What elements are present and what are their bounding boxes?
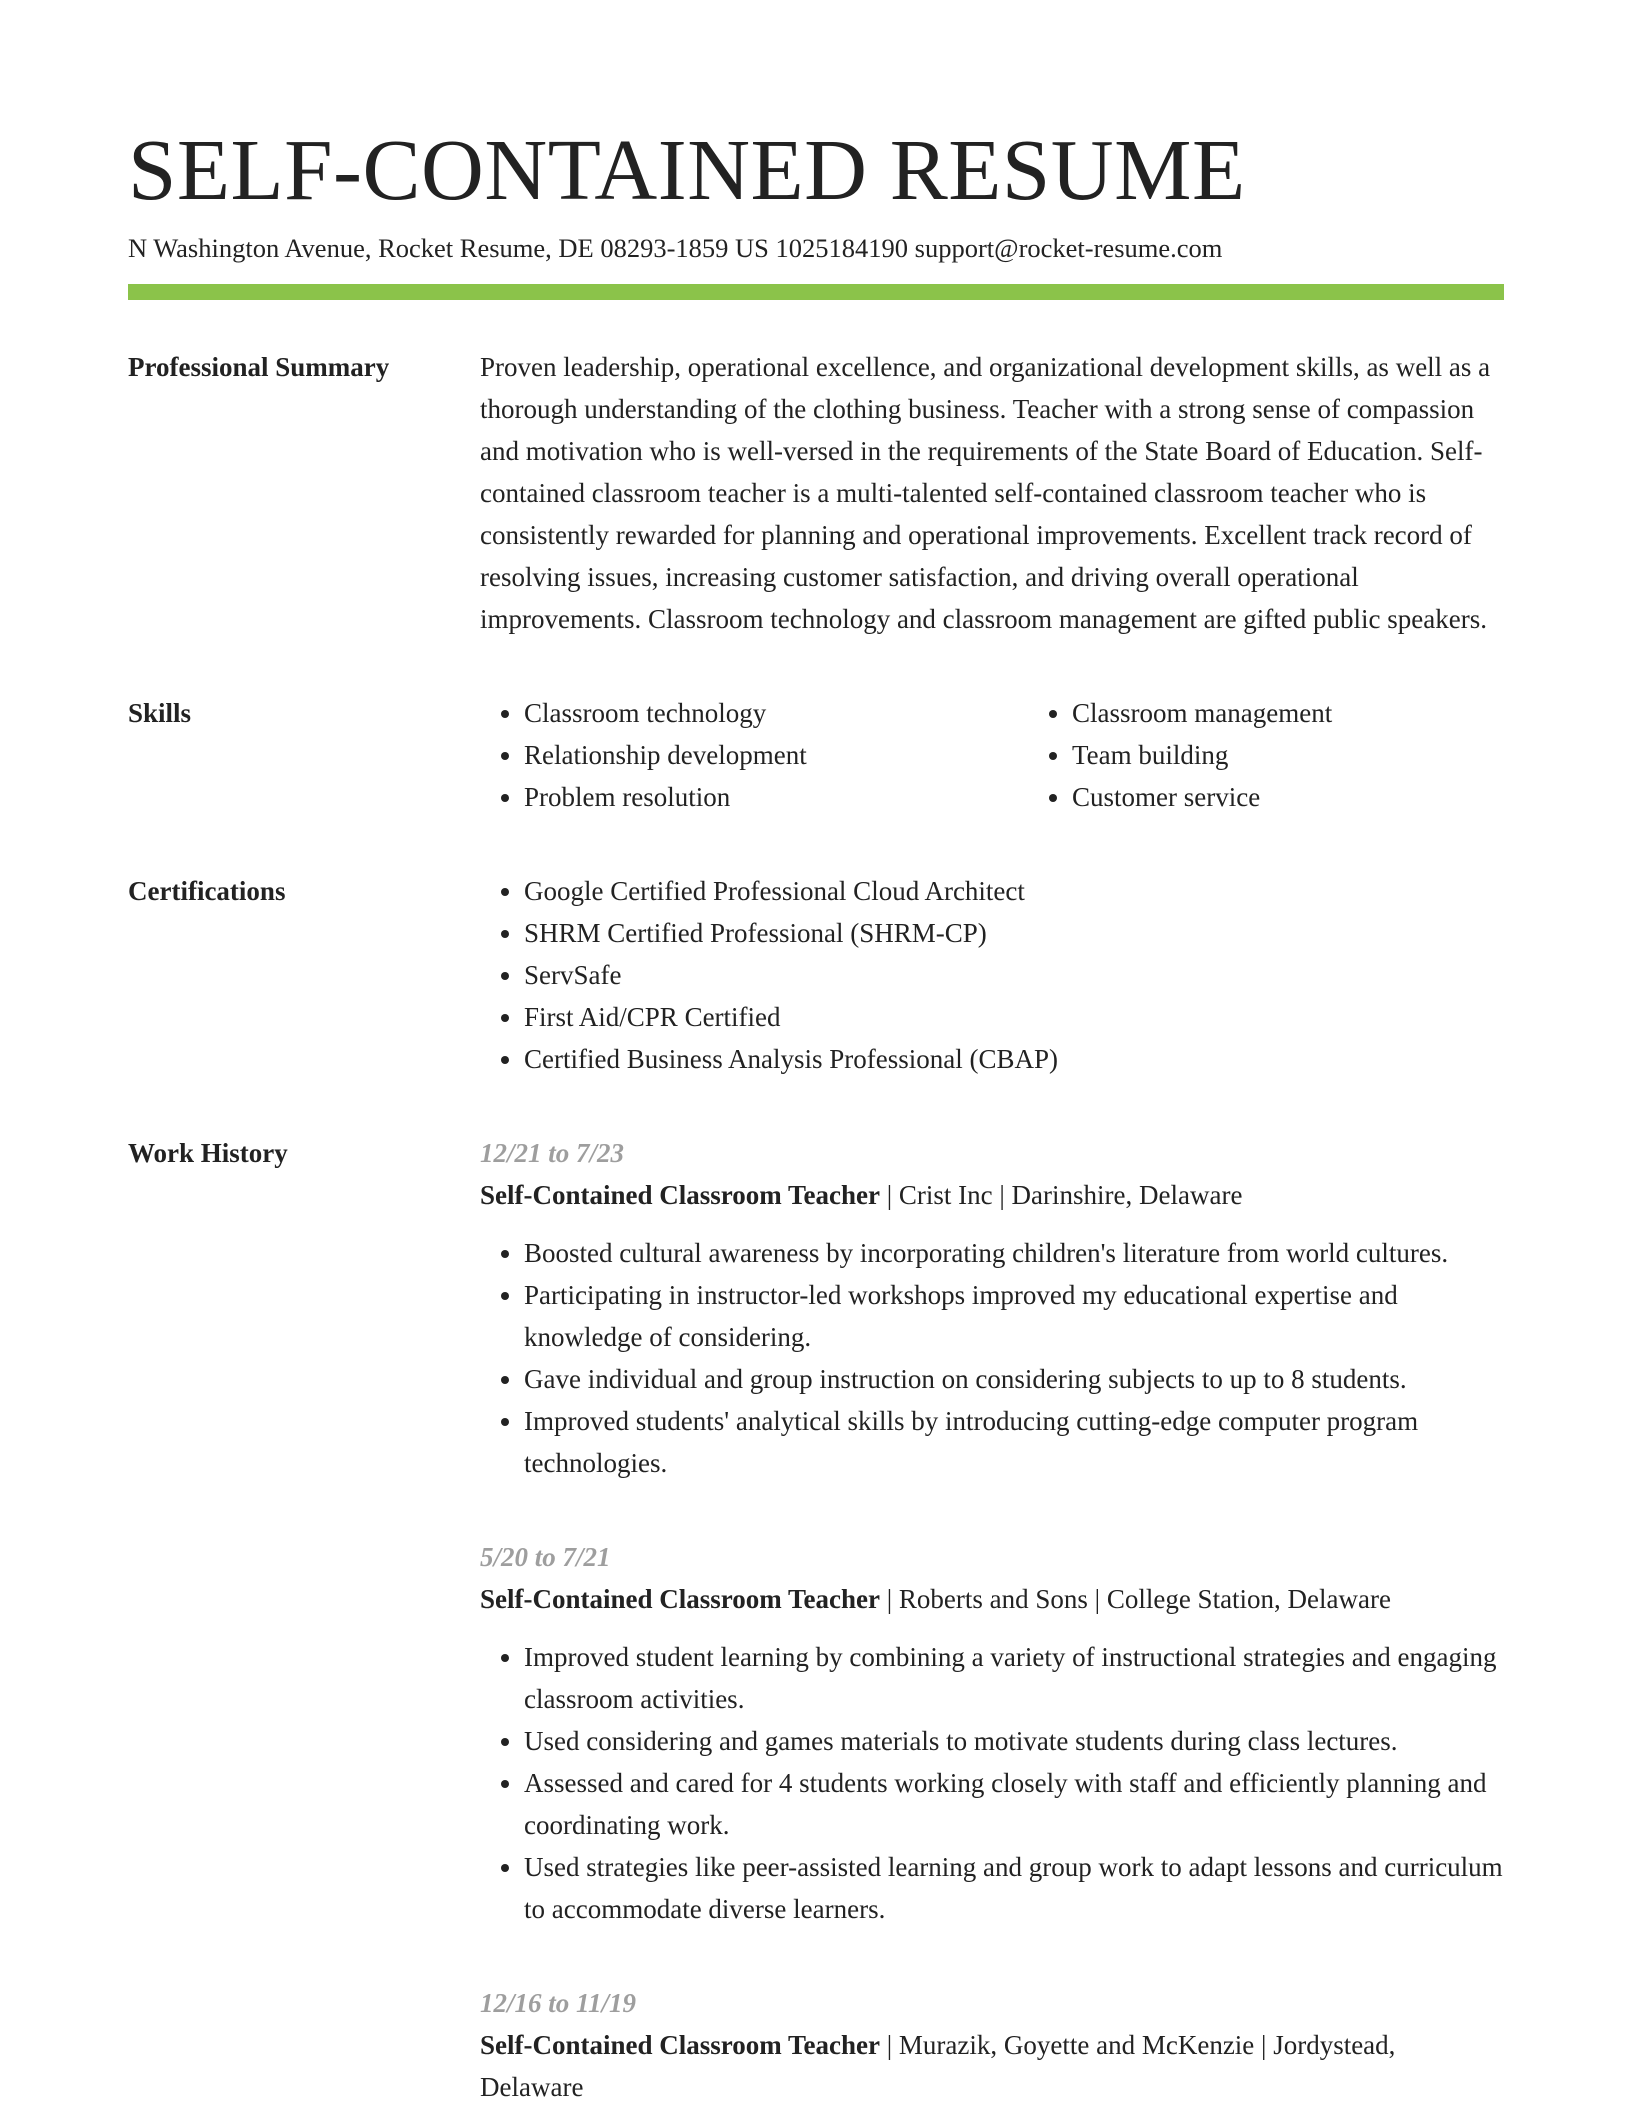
section-title: Certifications	[128, 876, 286, 906]
job-title-line	[480, 2024, 1504, 2108]
job-bullet: • Improved students' analytical skills by introducing cutting-edge computer program technologies.	[524, 1400, 1504, 1484]
job-dates: 12/16 to 11/19	[480, 1988, 637, 2018]
summary-section	[128, 346, 1504, 640]
job-details: | Murazik, Goyette and McKenzie | Jordystead, Delaware	[480, 2030, 1396, 2102]
skill-item: • Relationship development	[524, 734, 1028, 776]
section-title: Skills	[128, 698, 192, 728]
certification-item: • SHRM Certified Professional (SHRM-CP)	[524, 912, 1504, 954]
certifications-list	[480, 870, 1504, 1080]
accent-divider	[128, 284, 1504, 300]
job-bullet: • Boosted cultural awareness by incorporating children's literature from world cultures.	[524, 1232, 1504, 1274]
certification-item: • First Aid/CPR Certified	[524, 996, 1504, 1038]
skill-item: • Customer service	[1072, 776, 1576, 818]
summary-text: Proven leadership, operational excellence, and organizational development skills, as well as a thorough understanding of the clothing business. Teacher with a strong sense of compassion and motivation who is well-versed in the requirements of the State Board of Education. Self-contained classroom teacher is a multi-talented self-contained classroom teacher who is consistently rewarded for planning and operational improvements. Excellent track record of resolving issues, increasing customer satisfaction, and driving overall operational improvements. Classroom technology and classroom management are gifted public speakers.	[480, 352, 1491, 634]
certifications-section	[128, 870, 1504, 1080]
certification-item: • ServSafe	[524, 954, 1504, 996]
job-title-line	[480, 1174, 1504, 1216]
job-entry	[480, 1982, 1504, 2108]
job-details: | Crist Inc | Darinshire, Delaware	[880, 1180, 1243, 1210]
certification-item: • Google Certified Professional Cloud Architect	[524, 870, 1504, 912]
section-title: Work History	[128, 1138, 288, 1168]
work-history-section	[128, 1132, 1504, 2108]
resume-page	[128, 120, 1504, 2108]
contact-line: N Washington Avenue, Rocket Resume, DE 08293-1859 US 1025184190 support@rocket-resume.com	[128, 233, 1223, 263]
job-role: Self-Contained Classroom Teacher	[480, 1584, 881, 1614]
certification-item: • Certified Business Analysis Professional (CBAP)	[524, 1038, 1504, 1080]
job-bullet: • Gave individual and group instruction on considering subjects to up to 8 students.	[524, 1358, 1504, 1400]
job-bullets	[480, 1636, 1504, 1930]
job-role: Self-Contained Classroom Teacher	[480, 2030, 881, 2060]
job-bullet: • Participating in instructor-led workshops improved my educational expertise and knowledge of considering.	[524, 1274, 1504, 1358]
skill-item: • Classroom management	[1072, 692, 1576, 734]
job-bullet: • Improved student learning by combining a variety of instructional strategies and engaging classroom activities.	[524, 1636, 1504, 1720]
job-dates: 5/20 to 7/21	[480, 1542, 611, 1572]
job-bullet: • Used strategies like peer-assisted learning and group work to adapt lessons and curriculum to accommodate diverse learners.	[524, 1846, 1504, 1930]
job-bullets	[480, 1232, 1504, 1484]
skills-list-left	[480, 692, 1028, 818]
job-bullet: • Used considering and games materials to motivate students during class lectures.	[524, 1720, 1504, 1762]
skills-section	[128, 692, 1504, 818]
skill-item: • Team building	[1072, 734, 1576, 776]
resume-name: SELF-CONTAINED RESUME	[128, 121, 1246, 218]
skill-item: • Classroom technology	[524, 692, 1028, 734]
job-entry	[480, 1536, 1504, 1930]
job-details: | Roberts and Sons | College Station, Delaware	[880, 1584, 1391, 1614]
job-entry	[480, 1132, 1504, 1484]
job-bullet: • Assessed and cared for 4 students working closely with staff and efficiently planning and coordinating work.	[524, 1762, 1504, 1846]
section-title: Professional Summary	[128, 352, 390, 382]
job-role: Self-Contained Classroom Teacher	[480, 1180, 881, 1210]
skills-list-right	[1028, 692, 1576, 818]
job-title-line	[480, 1578, 1504, 1620]
skill-item: • Problem resolution	[524, 776, 1028, 818]
job-dates: 12/21 to 7/23	[480, 1138, 625, 1168]
